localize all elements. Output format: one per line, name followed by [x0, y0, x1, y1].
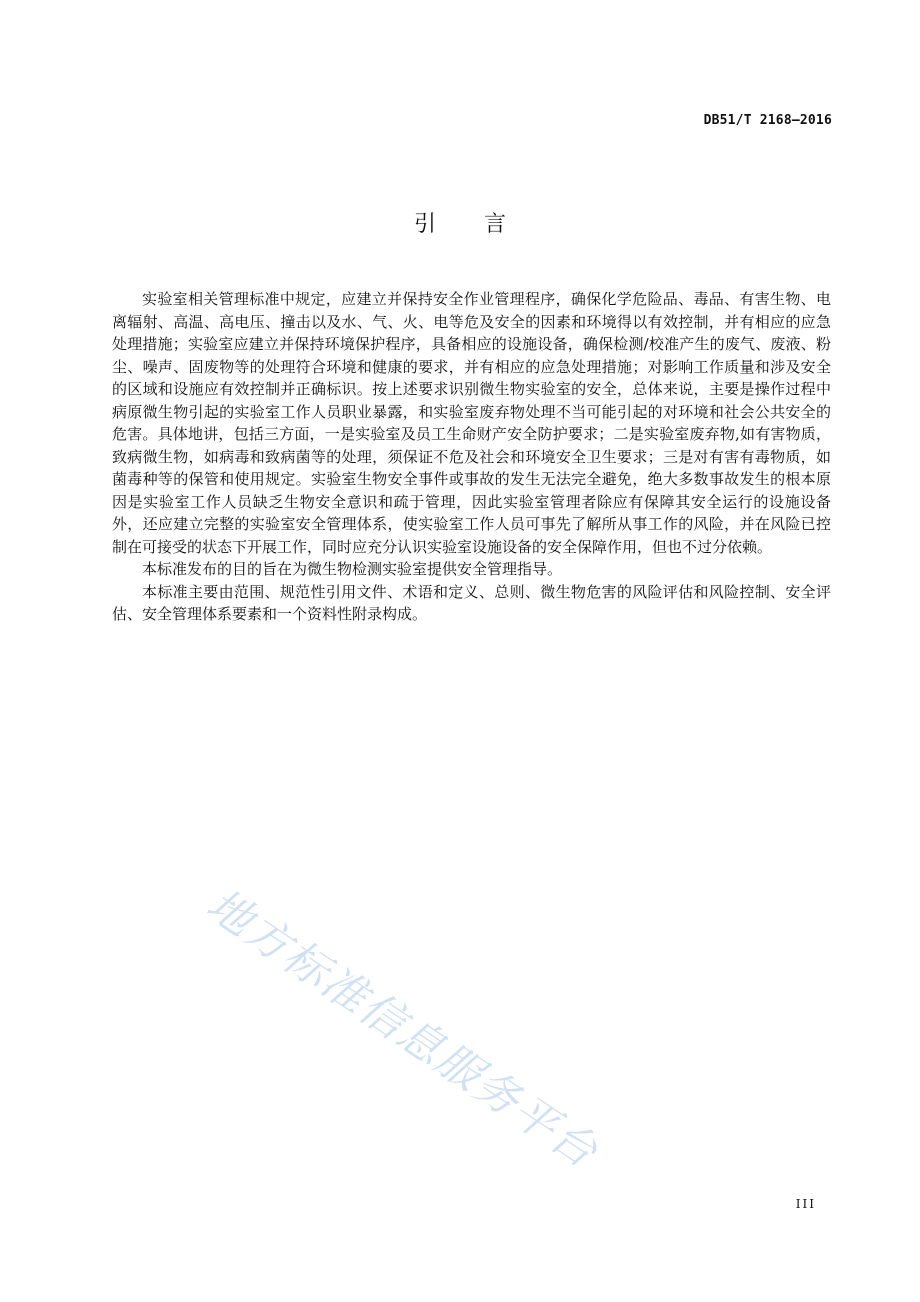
page-number: III: [795, 1197, 816, 1211]
watermark: 地方标准信息服务平台: [197, 879, 608, 1179]
paragraph-1: 实验室相关管理标准中规定，应建立并保持安全作业管理程序，确保化学危险品、毒品、有害生物、电离辐射、高温、高电压、撞击以及水、气、火、电等危及安全的因素和环境得以有效控制，并有相应的应急处理措施；实验室应建立并保持环境保护程序，具备相应的设施设备，确保检测/校准产生的废气、废液、粉尘、噪声、固废物等的处理符合环境和健康的要求，并有相应的应急处理措施；对影响工作质量和涉及安全的区域和设施应有效控制并正确标识。按上述要求识别微生物实验室的安全，总体来说，主要是操作过程中病原微生物引起的实验室工作人员职业暴露，和实验室废弃物处理不当可能引起的对环境和社会公共安全的危害。具体地讲，包括三方面，一是实验室及员工生命财产安全防护要求；二是实验室废弃物,如有害物质，致病微生物，如病毒和致病菌等的处理，须保证不危及社会和环境安全卫生要求；三是对有害有毒物质，如菌毒种等的保管和使用规定。实验室生物安全事件或事故的发生无法完全避免，绝大多数事故发生的根本原因是实验室工作人员缺乏生物安全意识和疏于管理，因此实验室管理者除应有保障其安全运行的设施设备外，还应建立完整的实验室安全管理体系，使实验室工作人员可事先了解所从事工作的风险，并在风险已控制在可接受的状态下开展工作，同时应充分认识实验室设施设备的安全保障作用，但也不过分依赖。: [112, 290, 831, 556]
paragraph-3: 本标准主要由范围、规范性引用文件、术语和定义、总则、微生物危害的风险评估和风险控制、安全评估、安全管理体系要素和一个资料性附录构成。: [112, 582, 831, 623]
paragraph-2: 本标准发布的目的旨在为微生物检测实验室提供安全管理指导。: [142, 560, 563, 578]
introduction-body: [112, 288, 831, 626]
page-title: 引言: [413, 212, 554, 237]
standard-code: DB51/T 2168—2016: [703, 113, 832, 128]
